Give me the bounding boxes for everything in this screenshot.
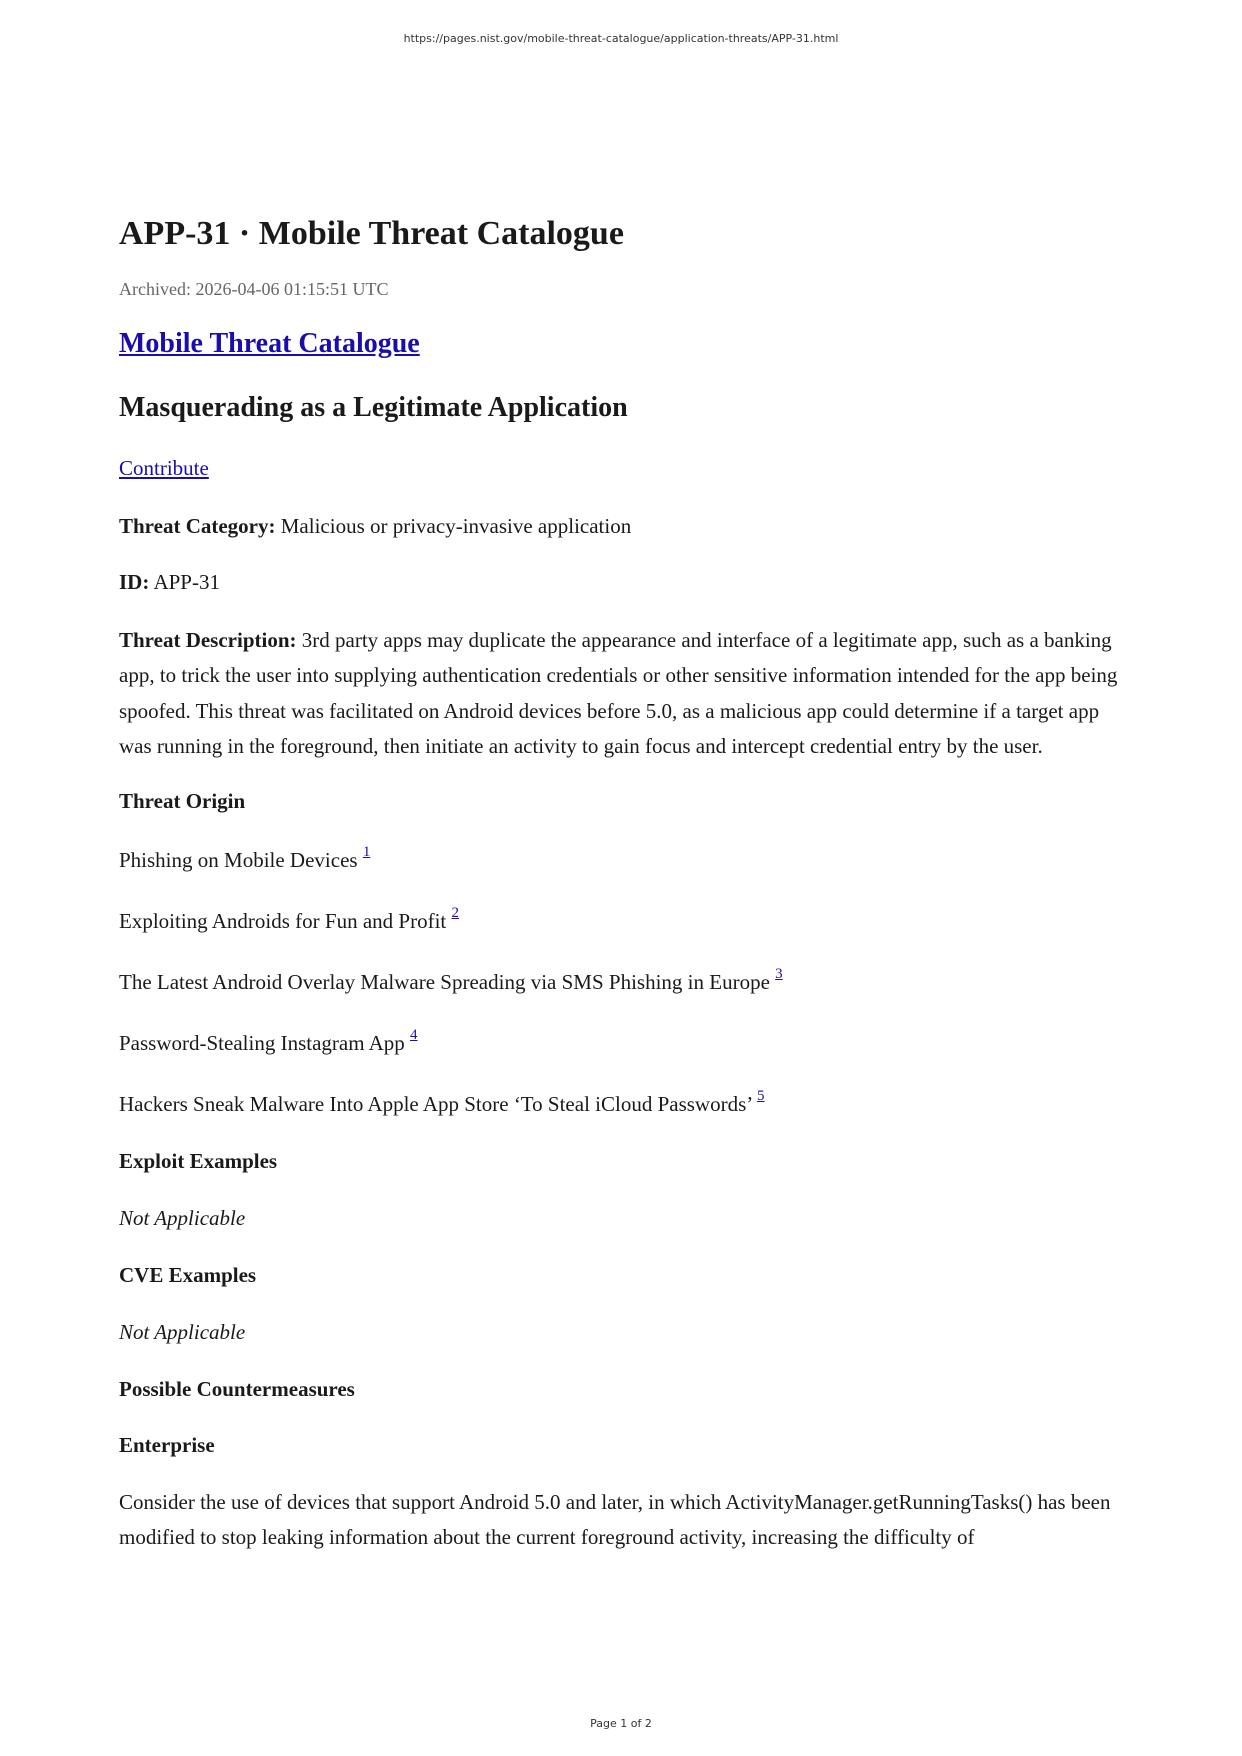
threat-category-label: Threat Category:: [119, 514, 276, 538]
threat-name-heading: Masquerading as a Legitimate Application: [119, 392, 628, 423]
page-url-header: https://pages.nist.gov/mobile-threat-catalogue/application-threats/APP-31.html: [403, 32, 839, 45]
threat-description-label: Threat Description:: [119, 628, 297, 652]
origin-item: [119, 907, 1124, 935]
origin-item: [119, 968, 1124, 996]
catalogue-home-link[interactable]: Mobile Threat Catalogue: [119, 328, 420, 359]
threat-id-value: APP-31: [153, 570, 220, 594]
threat-category-field: [119, 512, 1124, 540]
origin-item-text: Phishing on Mobile Devices: [119, 848, 358, 873]
threat-description-value: 3rd party apps may duplicate the appearance and interface of a legitimate app, such as a banking app, to trick the user into supplying authentication credentials or other sensitive information intended for the app being spoofed. This threat was facilitated on Android devices before 5.0, as a malicious app could determine if a target app was running in the foreground, then initiate an activity to gain focus and intercept credential entry by the user.: [119, 628, 1118, 758]
origin-reference-link[interactable]: 2: [451, 905, 459, 922]
threat-description-field: [119, 623, 1124, 764]
origin-reference-link[interactable]: 1: [362, 844, 371, 861]
cve-examples-value: Not Applicable: [119, 1320, 246, 1345]
origin-item-text: Password-Stealing Instagram App: [119, 1031, 405, 1056]
main-content: [119, 212, 1124, 1556]
enterprise-heading: Enterprise: [119, 1433, 215, 1458]
enterprise-countermeasure-text: Consider the use of devices that support Android 5.0 and later, in which ActivityManager.getRunningTasks() has been modified to stop leaking information about the current foreground activity, increasing the difficulty of: [119, 1490, 1111, 1550]
origin-item: [119, 1090, 1124, 1118]
origin-item: [119, 846, 1124, 874]
origin-item-text: Exploiting Androids for Fun and Profit: [119, 909, 447, 934]
threat-id-field: [119, 568, 1124, 596]
archived-timestamp: Archived: 2026-04-06 01:15:51 UTC: [119, 279, 389, 299]
exploit-examples-value: Not Applicable: [119, 1206, 246, 1231]
origin-reference-link[interactable]: 3: [775, 966, 783, 983]
threat-origin-heading: Threat Origin: [119, 789, 246, 814]
countermeasures-heading: Possible Countermeasures: [119, 1377, 355, 1402]
origin-reference-link[interactable]: 5: [756, 1088, 765, 1105]
origin-item: [119, 1029, 1124, 1057]
threat-category-value: Malicious or privacy-invasive application: [280, 514, 632, 538]
exploit-examples-heading: Exploit Examples: [119, 1149, 278, 1174]
cve-examples-heading: CVE Examples: [119, 1263, 257, 1288]
origin-item-text: Hackers Sneak Malware Into Apple App Store ‘To Steal iCloud Passwords’: [119, 1092, 752, 1117]
page-title: APP-31 · Mobile Threat Catalogue: [119, 215, 624, 252]
origin-reference-link[interactable]: 4: [410, 1027, 418, 1044]
page-number-footer: Page 1 of 2: [590, 1717, 652, 1730]
origin-item-text: The Latest Android Overlay Malware Spreading via SMS Phishing in Europe: [119, 970, 770, 995]
threat-id-label: ID:: [119, 570, 150, 594]
contribute-link[interactable]: Contribute: [119, 456, 209, 480]
